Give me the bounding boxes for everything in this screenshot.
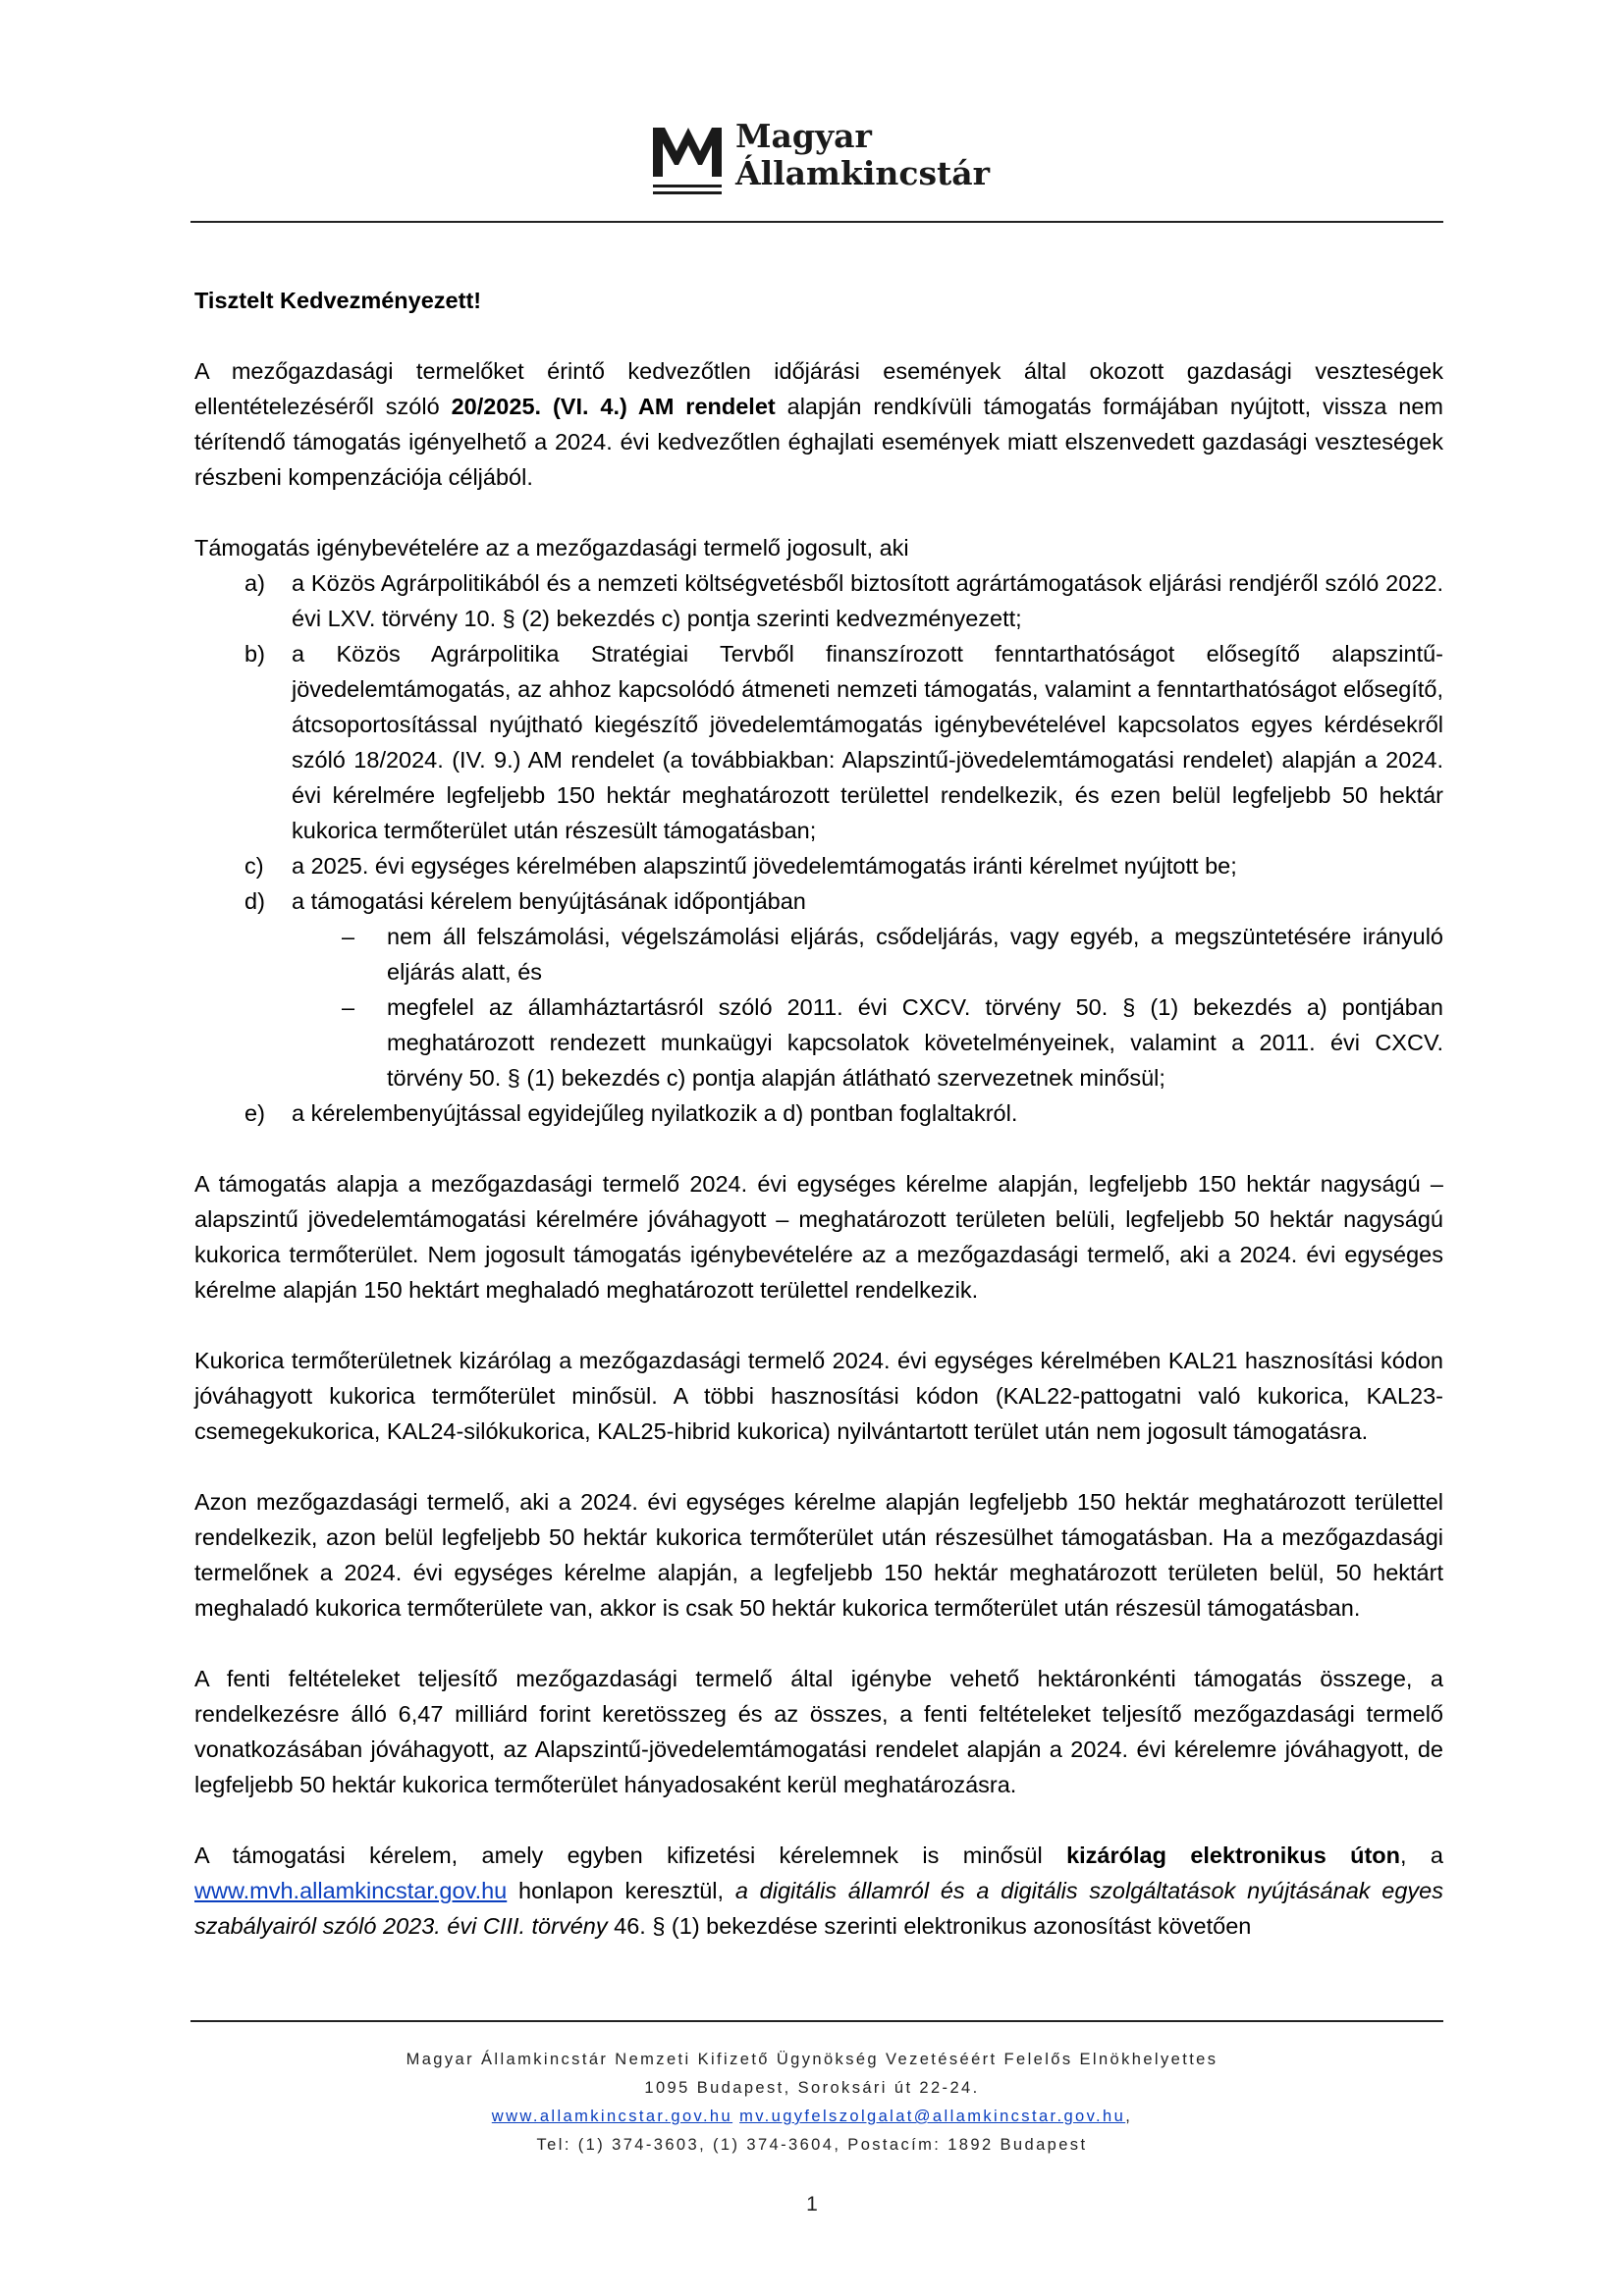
list-item — [194, 883, 1443, 919]
list-item — [194, 989, 1443, 1095]
list-marker: e) — [244, 1100, 265, 1126]
list-item — [194, 848, 1443, 883]
dash-marker: – — [342, 994, 355, 1020]
mvh-website-link[interactable]: www.mvh.allamkincstar.gov.hu — [194, 1878, 508, 1903]
text-run: 46. § (1) bekezdése szerinti elektronikus azonosítást követően — [607, 1913, 1252, 1939]
paragraph-corn-area: Kukorica termőterületnek kizárólag a mezőgazdasági termelő 2024. évi egységes kérelmében KAL21 hasznosítási kódon jóváhagyott kukorica termőterület minősül. A többi hasznosítási kódon (KAL22-pattogatni való kukorica, KAL23-csemegekukorica, KAL24-silókukorica, KAL25-hibrid kukorica) nyilvántartott terület után nem jogosult támogatásra. — [194, 1348, 1443, 1444]
list-item — [194, 1095, 1443, 1131]
regulation-reference: 20/2025. (VI. 4.) AM rendelet — [451, 394, 776, 419]
text-run: A támogatási kérelem, amely egyben kifizetési kérelemnek is minősül — [194, 1842, 1067, 1868]
list-marker: c) — [244, 853, 264, 879]
sub-condition-list — [194, 919, 1443, 1095]
list-marker: a) — [244, 570, 265, 596]
dash-marker: – — [342, 924, 355, 949]
list-item-text: a Közös Agrárpolitika Stratégiai Tervből finanszírozott fenntarthatóságot elősegítő alapszintű-jövedelemtámogatás, az ahhoz kapcsolódó átmeneti nemzeti támogatás, valamint a fenntarthatóságot elősegítő, átcsoportosítással nyújtható kiegészítő jövedelemtámogatás igénybevételével kapcsolatos egyes kérdésekről szóló 18/2024. (IV. 9.) AM rendelet (a továbbiakban: Alapszintű-jövedelemtámogatási rendelet) alapján a 2024. évi kérelmére legfeljebb 150 hektár meghatározott területtel rendelkezik, és ezen belül legfeljebb 50 hektár kukorica termőterület után részesült támogatásban; — [292, 641, 1443, 843]
text-run: A mezőgazdasági termelőket érintő kedvezőtlen időjárási események által okozott gazdasági veszteségek ellentételezéséről szóló — [194, 358, 1443, 419]
logo-line-1: Magyar — [735, 117, 872, 155]
list-item-text: a támogatási kérelem benyújtásának időpontjában — [292, 888, 806, 914]
paragraph-application — [194, 1838, 1443, 1944]
logo-wordmark — [735, 118, 990, 192]
footer-address: 1095 Budapest, Soroksári út 22-24. — [644, 2079, 980, 2097]
footer-phone: Tel: (1) 374-3603, (1) 374-3604, Postacím: 1892 Budapest — [536, 2136, 1088, 2154]
eligibility-intro: Támogatás igénybevételére az a mezőgazdasági termelő jogosult, aki — [194, 535, 909, 561]
eligibility-list-continued — [194, 1095, 1443, 1131]
list-item-text: nem áll felszámolási, végelszámolási eljárás, csődeljárás, vagy egyéb, a megszüntetésére irányuló eljárás alatt, és — [387, 924, 1443, 985]
paragraph-limit: Azon mezőgazdasági termelő, aki a 2024. évi egységes kérelme alapján legfeljebb 150 hektár meghatározott területtel rendelkezik, azon belül legfeljebb 50 hektár kukorica termőterület után részesülhet támogatásban. Ha a mezőgazdasági termelőnek a 2024. évi egységes kérelme alapján, a legfeljebb 150 hektár meghatározott területen belül, 50 hektárt meghaladó kukorica termőterülete van, akkor is csak 50 hektár kukorica termőterület után részesül támogatásban. — [194, 1489, 1443, 1621]
paragraph-amount: A fenti feltételeket teljesítő mezőgazdasági termelő által igénybe vehető hektáronkénti támogatás összege, a rendelkezésre álló 6,47 milliárd forint keretösszeg és az összes, a fenti feltételeket teljesítő mezőgazdasági termelő vonatkozásában jóváhagyott, az Alapszintű-jövedelemtámogatási rendelet alapján a 2024. évi kérelemre jóváhagyott, de legfeljebb 50 hektár kukorica termőterület hányadosaként kerül meghatározásra. — [194, 1666, 1443, 1797]
website-link[interactable]: www.allamkincstar.gov.hu — [491, 2108, 733, 2125]
header-divider — [190, 221, 1443, 223]
footer-links — [0, 2103, 1624, 2131]
logo-line-2: Államkincstár — [735, 154, 991, 192]
separator: , — [1125, 2108, 1133, 2125]
text-run: alapján rendkívüli támogatás formájában nyújtott, vissza nem térítendő támogatás igényelhető a 2024. évi kedvezőtlen éghajlati események miatt elszenvedett gazdasági veszteségek részbeni kompenzációja céljából. — [194, 394, 1444, 490]
letter-body — [194, 283, 1443, 1944]
page-number: 1 — [806, 2193, 818, 2216]
page-header — [0, 116, 1624, 204]
list-item — [194, 636, 1443, 848]
text-run: , a — [1400, 1842, 1443, 1868]
law-reference: a digitális államról és a digitális szolgáltatások nyújtásának egyes szabályairól szóló 2023. évi CIII. törvény — [194, 1878, 1443, 1939]
treasury-logo-icon — [651, 122, 724, 200]
list-item-text: a kérelembenyújtással egyidejűleg nyilatkozik a d) pontban foglaltakról. — [292, 1100, 1018, 1126]
list-item-text: a Közös Agrárpolitikából és a nemzeti költségvetésből biztosított agrártámogatások eljárási rendjéről szóló 2022. évi LXV. törvény 10. § (2) bekezdés c) pontja szerinti kedvezményezett; — [292, 570, 1443, 631]
list-item-text: a 2025. évi egységes kérelmében alapszintű jövedelemtámogatás iránti kérelmet nyújtott be; — [292, 853, 1237, 879]
page-footer — [0, 2046, 1624, 2160]
paragraph-intro — [194, 353, 1443, 495]
email-link[interactable]: mv.ugyfelszolgalat@allamkincstar.gov.hu — [739, 2108, 1126, 2125]
paragraph-basis: A támogatás alapja a mezőgazdasági termelő 2024. évi egységes kérelme alapján, legfeljebb 150 hektár nagyságú – alapszintű jövedelemtámogatási kérelmére jóváhagyott – meghatározott területen belüli, legfeljebb 50 hektár nagyságú kukorica termőterület. Nem jogosult támogatás igénybevételére az a mezőgazdasági termelő, aki a 2024. évi egységes kérelme alapján 150 hektárt meghaladó meghatározott területtel rendelkezik. — [194, 1171, 1443, 1303]
text-run: honlapon keresztül, — [507, 1878, 735, 1903]
footer-divider — [190, 2020, 1443, 2022]
list-marker: b) — [244, 641, 265, 667]
list-item — [194, 565, 1443, 636]
list-marker: d) — [244, 888, 265, 914]
list-item — [194, 919, 1443, 989]
footer-org: Magyar Államkincstár Nemzeti Kifizető Ügynökség Vezetéséért Felelős Elnökhelyettes — [406, 2051, 1218, 2068]
emphasis-electronic: kizárólag elektronikus úton — [1066, 1842, 1401, 1868]
eligibility-list — [194, 565, 1443, 919]
salutation: Tisztelt Kedvezményezett! — [194, 288, 482, 313]
list-item-text: megfelel az államháztartásról szóló 2011. évi CXCV. törvény 50. § (1) bekezdés a) pontjában meghatározott rendezett munkaügyi kapcsolatok követelményeinek, valamint a 2011. évi CXCV. törvény 50. § (1) bekezdés c) pontja alapján átlátható szervezetnek minősül; — [387, 994, 1443, 1091]
treasury-logo — [651, 116, 1044, 204]
